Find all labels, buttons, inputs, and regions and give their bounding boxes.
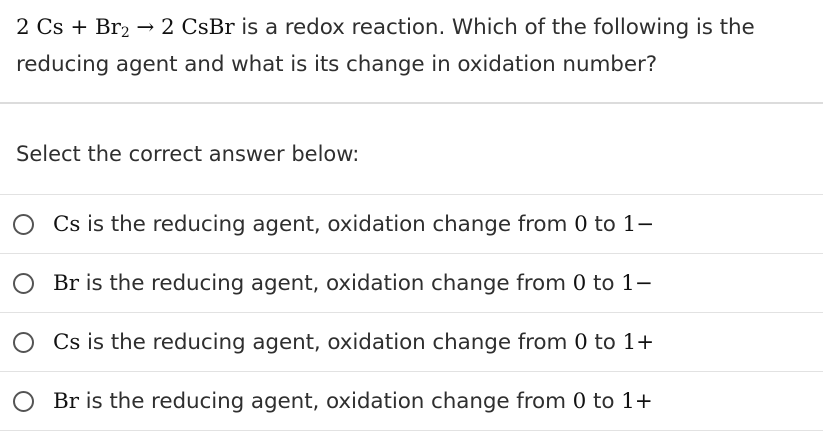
equation-reactants: 2 Cs + Br (16, 15, 121, 40)
bromine-subscript: 2 (120, 25, 130, 41)
option-to-value: 1+ (622, 329, 655, 355)
option-from-value: 0 (574, 329, 588, 355)
reaction-equation (16, 15, 235, 40)
question-text (16, 9, 816, 83)
option-to-word: to (586, 270, 622, 296)
answer-option-1[interactable] (0, 195, 823, 253)
option-description: is the reducing agent, oxidation change from (78, 270, 573, 296)
option-species: Br (53, 270, 79, 296)
option-label (53, 212, 654, 237)
option-to-value: 1+ (621, 388, 653, 414)
answer-option-4[interactable] (0, 372, 823, 430)
radio-button[interactable] (13, 332, 34, 353)
question-line-2: reducing agent and what is its change in oxidation number? (16, 52, 658, 77)
option-to-value: 1− (622, 211, 655, 237)
option-to-word: to (587, 211, 623, 237)
equation-products: → 2 CsBr (129, 15, 235, 40)
option-divider (0, 430, 823, 431)
option-from-value: 0 (572, 270, 587, 296)
option-label (53, 330, 654, 355)
option-description: is the reducing agent, oxidation change from (80, 329, 575, 355)
option-species: Cs (53, 329, 81, 355)
option-to-value: 1− (621, 270, 653, 296)
answer-option-3[interactable] (0, 313, 823, 371)
option-description: is the reducing agent, oxidation change from (80, 211, 575, 237)
option-label (53, 271, 653, 296)
option-to-word: to (587, 329, 623, 355)
option-species: Br (53, 388, 79, 414)
option-from-value: 0 (574, 211, 588, 237)
option-from-value: 0 (572, 388, 587, 414)
option-label (53, 389, 653, 414)
radio-button[interactable] (13, 391, 34, 412)
answer-option-2[interactable] (0, 254, 823, 312)
radio-button[interactable] (13, 273, 34, 294)
question-divider (0, 102, 823, 104)
option-to-word: to (586, 388, 622, 414)
option-species: Cs (53, 211, 81, 237)
instruction-text: Select the correct answer below: (16, 142, 360, 166)
question-line-1: is a redox reaction. Which of the following is the (234, 15, 755, 40)
radio-button[interactable] (13, 214, 34, 235)
option-description: is the reducing agent, oxidation change from (78, 388, 573, 414)
